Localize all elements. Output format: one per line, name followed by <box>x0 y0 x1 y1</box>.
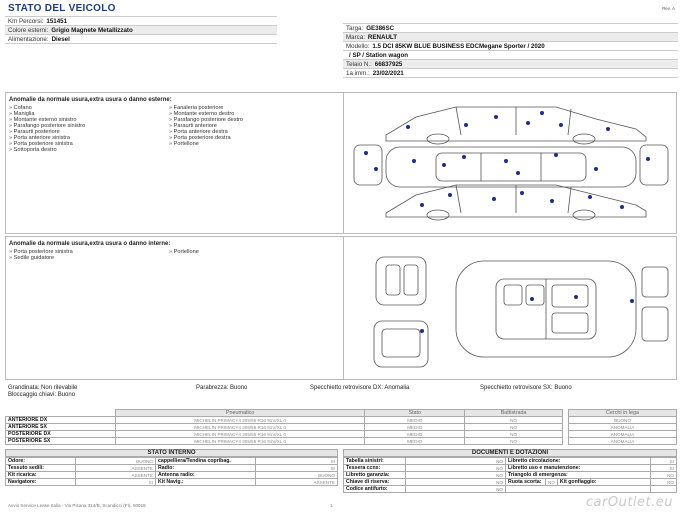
registration-label: 1a imm.: <box>346 69 370 77</box>
vehicle-info-left <box>5 16 277 44</box>
table-row <box>344 465 677 472</box>
cell-label: Libretto garanzia: <box>344 472 406 479</box>
cell-value: NO <box>406 465 506 472</box>
list-item: » Portellone <box>169 249 329 255</box>
fuel-value: Diesel <box>51 35 70 43</box>
info-row-make <box>343 33 678 42</box>
model-value: 1.5 DCI 85KW BLUE BUSINESS EDCMegane Sporter / 2020 <box>372 42 545 50</box>
cell-value: SI <box>650 458 676 465</box>
cell-label: Odore: <box>6 458 76 465</box>
model-label: Modello: <box>346 42 370 50</box>
key-lock-status: Bloccaggio chiavi: Buono <box>8 392 76 398</box>
cell-label: Navigatore: <box>6 479 76 486</box>
rim-status: ANOMALIA <box>569 424 677 431</box>
cell-label: Radio: <box>156 465 256 472</box>
list-item: » Portellone <box>169 141 329 147</box>
cell-label: Triangolo di emergenza: <box>506 472 651 479</box>
tyre-position: POSTERIORE SX <box>6 438 116 445</box>
cell-label: Tabella sinistri: <box>344 458 406 465</box>
table-row <box>6 438 563 445</box>
interior-col-2 <box>169 249 329 261</box>
tyre-position: ANTERIORE DX <box>6 417 116 424</box>
tyre-model: MICHELIN PRIMACY4 205/55 R16 91V/XL 0 <box>115 424 365 431</box>
tyre-model: MICHELIN PRIMACY4 205/55 R16 91V/XL 0 <box>115 431 365 438</box>
cell-value: SI <box>256 458 338 465</box>
list-item: » Porta posteriore sinistra <box>9 249 169 255</box>
table-row <box>6 472 338 479</box>
footer-page-number: 1 <box>330 503 333 508</box>
list-item: » Sottoporta destro <box>9 147 169 153</box>
exterior-list <box>6 95 341 153</box>
cell-value: SI <box>256 465 338 472</box>
page-title: STATO DEL VEICOLO <box>8 3 116 14</box>
table-row <box>344 458 677 465</box>
cell-label: Antenna radio: <box>156 472 256 479</box>
cell-value: NO <box>406 458 506 465</box>
condition-info <box>8 383 678 401</box>
fuel-label: Alimentazione: <box>8 35 49 43</box>
cell-value: NO <box>546 479 558 486</box>
tyre-model: MICHELIN PRIMACY4 205/55 R16 91V/XL 0 <box>115 438 365 445</box>
tyre-tread: NO <box>465 438 563 445</box>
color-label: Colore esterni: <box>8 26 49 34</box>
exterior-col-1 <box>9 105 169 153</box>
table-row <box>6 417 563 424</box>
registration-value: 23/02/2021 <box>372 69 404 77</box>
rims-table <box>568 409 677 445</box>
list-item: » Porta anteriore sinistra <box>9 135 169 141</box>
cell-label: Tessera ccns: <box>344 465 406 472</box>
cell-value: NO <box>406 472 506 479</box>
rim-status: ANOMALIA <box>569 431 677 438</box>
exterior-heading: Anomalie da normale usura,extra usura o danno esterne: <box>9 97 172 103</box>
chassis-value: 66837925 <box>374 60 403 68</box>
table-row <box>6 479 338 486</box>
tyre-tread: NO <box>465 424 563 431</box>
cell-label: Codice antifurto: <box>344 486 406 493</box>
list-item: » Porta posteriore sinistra <box>9 141 169 147</box>
list-item: » Porta posteriore destra <box>169 135 329 141</box>
table-header-row <box>569 410 677 417</box>
hail-status: Grandinata: Non rilevabile <box>8 385 78 391</box>
exterior-damage-panel <box>5 92 677 234</box>
panel-divider <box>343 93 344 233</box>
interior-status-table <box>5 457 338 486</box>
cell-label: Chiave di riserva: <box>344 479 406 486</box>
table-row <box>6 458 338 465</box>
interior-status-heading: STATO INTERNO <box>5 449 338 457</box>
cell-value: ASSENTE <box>76 465 156 472</box>
tyre-tread: NO <box>465 431 563 438</box>
list-item: » Parafango posteriore sinistro <box>9 123 169 129</box>
cell-label: Libretto circolazione: <box>506 458 651 465</box>
list-item: » Paraurti posteriore <box>9 129 169 135</box>
list-item: » Sedile guidatore <box>9 255 169 261</box>
table-row <box>569 438 677 445</box>
cell-empty <box>650 486 676 493</box>
windshield-status: Parabrezza: Buono <box>196 385 248 391</box>
model-cont-value: / SP / Station wagon <box>349 51 409 59</box>
cell-label: cappelliera/Tendina copribag. <box>156 458 256 465</box>
info-row-registration <box>343 69 678 78</box>
list-item: » Cofano <box>9 105 169 111</box>
exterior-col-2 <box>169 105 329 153</box>
tyres-table <box>5 409 563 445</box>
km-label: Km Percorsi: <box>8 17 44 25</box>
watermark-logo: carOutlet.eu <box>585 495 673 510</box>
info-row-color <box>5 26 277 35</box>
info-row-model-cont <box>343 51 678 60</box>
table-row <box>569 424 677 431</box>
documents-heading: DOCUMENTI E DOTAZIONI <box>343 449 677 457</box>
table-row <box>569 417 677 424</box>
cell-value: NO <box>406 479 506 486</box>
cell-value: BUONO <box>256 472 338 479</box>
exterior-columns <box>6 105 341 153</box>
cell-empty <box>506 486 651 493</box>
tyre-status: MEDIO <box>365 417 465 424</box>
exterior-car-diagram <box>346 95 676 231</box>
cell-value: NO <box>650 472 676 479</box>
interior-col-1 <box>9 249 169 261</box>
info-row-km <box>5 17 277 26</box>
list-item: » Parafango posteriore destro <box>169 117 329 123</box>
interior-damage-panel <box>5 236 677 380</box>
tyre-status: MEDIO <box>365 424 465 431</box>
plate-value: GE386SC <box>366 24 395 32</box>
tyre-status: MEDIO <box>365 438 465 445</box>
tyre-status: MEDIO <box>365 431 465 438</box>
list-item: » Maniglia <box>9 111 169 117</box>
list-item: » Montante esterno destro <box>169 111 329 117</box>
table-row <box>6 465 338 472</box>
table-row <box>344 486 677 493</box>
color-value: Grigio Magnete Metallizzato <box>51 26 133 34</box>
cell-value: ASSENTE <box>76 472 156 479</box>
header-tread: Battistrada <box>465 410 563 417</box>
interior-car-diagram <box>346 241 676 377</box>
cell-label: Libretto uso e manutenzione: <box>506 465 651 472</box>
rim-status: ANOMALIA <box>569 438 677 445</box>
revision-label: Rev. A <box>662 6 675 11</box>
table-row <box>344 479 677 486</box>
mirror-sx-status: Specchietto retrovisore SX: Buono <box>480 385 572 391</box>
tyre-tread: NO <box>465 417 563 424</box>
make-value: RENAULT <box>367 33 398 41</box>
cell-label: Tessuto sedili: <box>6 465 76 472</box>
list-item: » Montante esterno sinistro <box>9 117 169 123</box>
cell-value: SI <box>650 465 676 472</box>
cell-label: Kit Navig.: <box>156 479 256 486</box>
cell-label: Kit ricarica: <box>6 472 76 479</box>
header-tyre: Pneumatico <box>115 410 365 417</box>
header-blank <box>6 410 116 417</box>
info-row-plate <box>343 24 678 33</box>
cell-value: NO <box>650 479 676 486</box>
cell-label: Ruota scorta: <box>506 479 546 486</box>
cell-value: ASSENTE <box>256 479 338 486</box>
info-row-chassis <box>343 60 678 69</box>
cell-value: BUONO <box>76 458 156 465</box>
table-header-row <box>6 410 563 417</box>
list-item: » Fanaleria posteriore <box>169 105 329 111</box>
cell-value: NO <box>406 486 506 493</box>
documents-table <box>343 457 677 493</box>
rim-status: BUONO <box>569 417 677 424</box>
vehicle-info-right <box>343 23 678 78</box>
panel-divider <box>343 237 344 379</box>
interior-list <box>6 239 341 261</box>
table-row <box>6 431 563 438</box>
chassis-label: Telaio N.: <box>346 60 372 68</box>
mirror-dx-status: Specchietto retrovisore DX: Anomalia <box>310 385 410 391</box>
interior-heading: Anomalie da normale usura,extra usura o danno interne: <box>9 241 171 247</box>
footer-company: Avvio Service Lease Italia - Via Pisana 314/B, Scandicci (FI), 50018 <box>8 503 146 508</box>
info-row-model <box>343 42 678 51</box>
header-rims: Cerchi in lega <box>569 410 677 417</box>
plate-label: Targa: <box>346 24 364 32</box>
cell-label: Kit gonfiaggio: <box>557 479 650 486</box>
list-item: » Paraurti anteriore <box>169 123 329 129</box>
list-item: » Porta anteriore destra <box>169 129 329 135</box>
header-status: Stato <box>365 410 465 417</box>
km-value: 151451 <box>46 17 68 25</box>
table-row <box>6 424 563 431</box>
cell-value: SI <box>76 479 156 486</box>
make-label: Marca: <box>346 33 365 41</box>
info-row-fuel <box>5 35 277 44</box>
tyre-position: ANTERIORE SX <box>6 424 116 431</box>
tyre-position: POSTERIORE DX <box>6 431 116 438</box>
table-row <box>344 472 677 479</box>
tyre-model: MICHELIN PRIMACY4 205/55 R16 91V/XL 0 <box>115 417 365 424</box>
interior-columns <box>6 249 341 261</box>
table-row <box>569 431 677 438</box>
